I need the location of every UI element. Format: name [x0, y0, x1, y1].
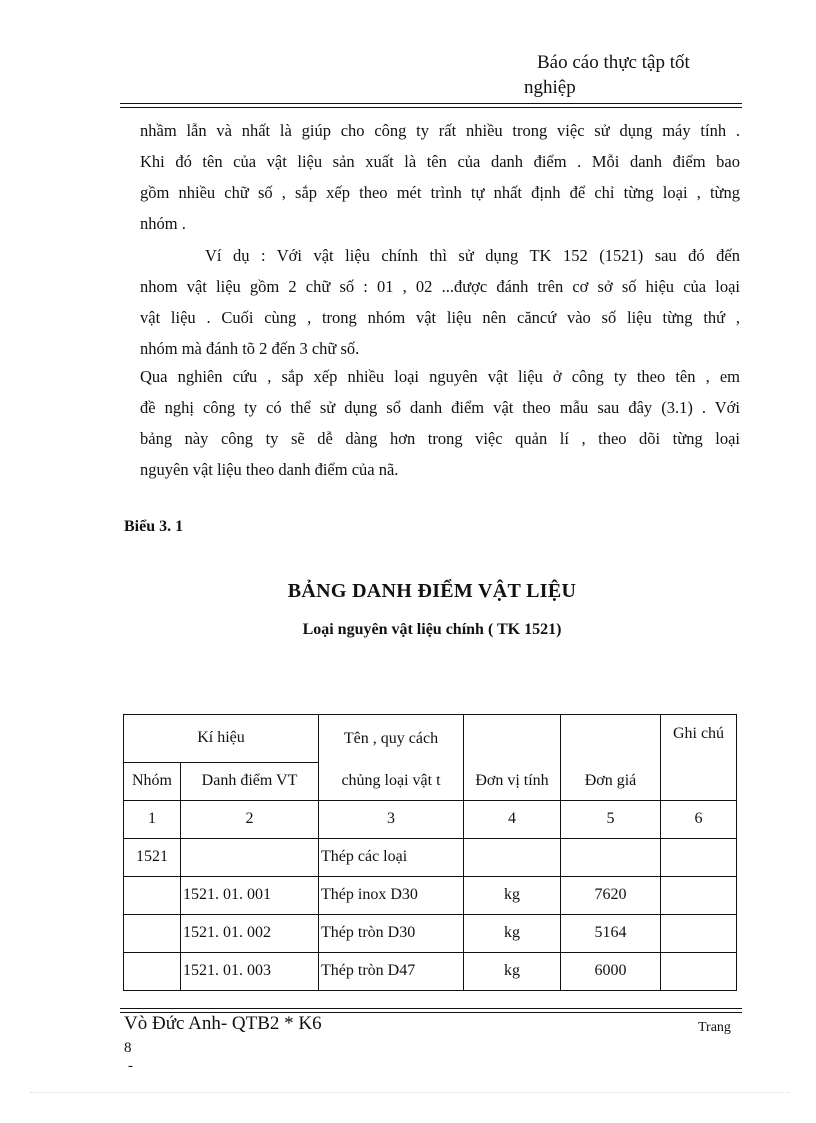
cell-unit: kg [464, 876, 561, 914]
cell-name: Thép tròn D30 [319, 914, 464, 952]
column-number: 3 [319, 800, 464, 838]
column-number-row [124, 800, 737, 838]
text-line: nhom vật liệu gồm 2 chữ số : 01 , 02 ...được đánh trên cơ sở số hiệu của loại [140, 277, 740, 296]
column-number: 6 [661, 800, 737, 838]
text-line: Qua nghiên cứu , sắp xếp nhiều loại nguyên vật liệu ở công ty theo tên , em [140, 367, 740, 386]
header-note: Ghi chú [661, 715, 737, 763]
table-row [124, 952, 737, 990]
cell-code [181, 838, 319, 876]
text-line: nhầm lẫn và nhất là giúp cho công ty rất nhiều trong việc sử dụng máy tính . [140, 121, 740, 140]
column-number: 2 [181, 800, 319, 838]
column-number: 4 [464, 800, 561, 838]
footer-rule-top [120, 1008, 742, 1009]
cell-price: 6000 [561, 952, 661, 990]
cell-note [661, 952, 737, 990]
header-title: Báo cáo thực tập tốt [537, 52, 690, 73]
table-row [124, 914, 737, 952]
cell-unit: kg [464, 952, 561, 990]
table-subtitle: Loại nguyên vật liệu chính ( TK 1521) [302, 621, 562, 638]
paragraph-3 [140, 361, 740, 485]
cell-nhom [124, 952, 181, 990]
header-nhom: Nhóm [124, 762, 181, 800]
cell-unit [464, 838, 561, 876]
header-note-bottom [661, 762, 737, 800]
header-rule-top [120, 103, 742, 104]
header-price-top [561, 715, 661, 763]
header-name-line2: chủng loại vật t [319, 762, 464, 800]
text-line: nguyên vật liệu theo danh điểm của nã. [140, 460, 399, 479]
cell-price [561, 838, 661, 876]
cell-note [661, 838, 737, 876]
table-title: BẢNG DANH ĐIỂM VẬT LIỆU [287, 580, 577, 602]
cell-name: Thép các loại [319, 838, 464, 876]
cell-nhom [124, 914, 181, 952]
header-price: Đơn giá [561, 762, 661, 800]
header-danh-diem: Danh điểm VT [181, 762, 319, 800]
footer-dash: - [128, 1058, 133, 1074]
header-unit: Đơn vị tính [464, 762, 561, 800]
text-line: bảng này công ty sẽ dễ dàng hơn trong việc quản lí , theo dõi từng loại [140, 429, 740, 448]
cell-note [661, 914, 737, 952]
cell-code: 1521. 01. 001 [181, 876, 319, 914]
text-line: nhóm . [140, 214, 186, 233]
text-line: Khi đó tên của vật liệu sản xuất là tên của danh điểm . Mỗi danh điểm bao [140, 152, 740, 171]
header-unit-top [464, 715, 561, 763]
cell-price: 7620 [561, 876, 661, 914]
table-header-row [124, 762, 737, 800]
cell-code: 1521. 01. 002 [181, 914, 319, 952]
page-edge-dotted-line [30, 1092, 790, 1093]
cell-nhom: 1521 [124, 838, 181, 876]
column-number: 5 [561, 800, 661, 838]
cell-nhom [124, 876, 181, 914]
cell-name: Thép inox D30 [319, 876, 464, 914]
figure-label: Biểu 3. 1 [124, 518, 184, 535]
material-code-table [123, 714, 737, 991]
column-number: 1 [124, 800, 181, 838]
header-ki-hieu: Kí hiệu [124, 715, 319, 763]
cell-price: 5164 [561, 914, 661, 952]
text-line: Ví dụ : Với vật liệu chính thì sử dụng TK 152 (1521) sau đó đến [205, 246, 740, 265]
header-rule-bottom [120, 107, 742, 108]
paragraph-2 [140, 240, 740, 364]
table-row [124, 876, 737, 914]
header-title-continued: nghiệp [524, 77, 576, 98]
paragraph-1 [140, 115, 740, 239]
cell-note [661, 876, 737, 914]
cell-unit: kg [464, 914, 561, 952]
cell-name: Thép tròn D47 [319, 952, 464, 990]
header-name-line1: Tên , quy cách [319, 715, 464, 763]
table-row [124, 838, 737, 876]
table-header-row [124, 715, 737, 763]
text-line: vật liệu . Cuối cùng , trong nhóm vật liệu nên căncứ vào số liệu từng thứ , [140, 308, 740, 327]
text-line: gồm nhiều chữ số , sắp xếp theo mét trình tự nhất định để chỉ từng loại , từng [140, 183, 740, 202]
text-line: nhóm mà đánh tõ 2 đến 3 chữ số. [140, 339, 360, 358]
cell-code: 1521. 01. 003 [181, 952, 319, 990]
text-line: đề nghị công ty có thể sử dụng sổ danh điểm vật theo mẫu sau đây (3.1) . Với [140, 398, 740, 417]
footer-author: Vò Đức Anh- QTB2 * K6 [124, 1013, 322, 1034]
footer-page-number: 8 [124, 1040, 132, 1056]
footer-page-label: Trang [698, 1020, 731, 1035]
